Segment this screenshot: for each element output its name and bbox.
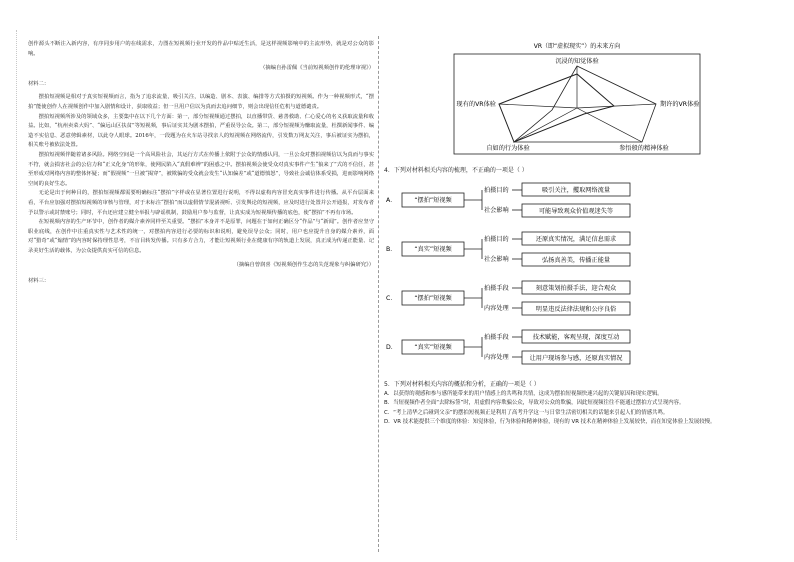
q4-option-letter: B． [386, 246, 397, 253]
q4-branch-2: 社会影响 [484, 256, 509, 263]
figure-axes [499, 66, 656, 142]
left-column [28, 40, 374, 287]
q4-result-2: 可能导致观众价值观迷失等 [538, 208, 614, 215]
label-right: 期许的VR体验 [660, 101, 700, 108]
q4-branch-1: 拍摄目的 [484, 187, 509, 194]
q4-result-1: 还原真实情况，满足信息需求 [535, 236, 617, 243]
q5-option-b[interactable]: B．当短视频作者全面“去除标签”时，用虚假内容欺骗公众，导致对公众的欺骗，因此短视频往往不能通过摆拍方式呈现内容。 [384, 400, 685, 407]
source-note-2: （摘编自曾润喜《短视频创作生态的失范现象与纠偏研究》） [233, 262, 374, 269]
q4-option-letter: A． [386, 197, 397, 204]
label-top: 沉浸的知觉体验 [555, 58, 599, 65]
q4-center-label: “摆拍”短视频 [414, 295, 452, 302]
q4-branch-2: 内容处理 [484, 305, 509, 312]
material-3-label: 材料三： [28, 278, 50, 285]
figure-title: VR（即“虚拟现实”）的未来方向 [533, 43, 621, 50]
question-4-options [384, 176, 770, 376]
q4-branch-2: 内容处理 [484, 354, 509, 361]
q4-result-2: 弘扬真善美，传播正能量 [541, 257, 611, 264]
current-vr-shape [499, 74, 614, 142]
q5-option-c[interactable]: C．“考上清华之后碰到父亲”的摆拍短视频正是利用了高考升学这一与日常生活密切相关的话题来引起人们的情感共鸣。 [384, 409, 669, 416]
vr-figure [384, 40, 770, 160]
paragraph-2: 摆拍短视频所涉及的领域众多，主要集中在以下几个方面：第一，部分短视频通过摆拍，以直播带货、慈善救助、仁心爱心的名义获取流量和收益。比如，“杭州卖菜大妈”、“偏远山区扶贫”等短视频，事后证实其为剧本摆拍，严重误导公众。第二，部分短视频为赚取流量，杜撰新闻事件、编造不实信息、恶意剪辑素材，以此夺人眼球。2016年，一段题为在火车站寻找亲人的短视频在网络流传，引发数万网友关注，事后被证实为摆拍，相关账号被依法处置。 [28, 113, 374, 149]
q4-result-1: 吸引关注，攫取网络流量 [541, 187, 611, 194]
q4-result-1: 刻意策划拍摄手法，迎合观众 [535, 285, 617, 292]
q4-branch-2: 社会影响 [484, 207, 509, 214]
q4-center-label: “真实”短视频 [414, 246, 452, 253]
q5-option-a[interactable]: A．以获得的观感和参与感所能带来的用户情感上的共鸣和共情，这成为摆拍短视频快速兴起的关键原因和现实逻辑。 [384, 391, 663, 397]
column-divider [378, 36, 379, 552]
paragraph-5: 在短视频内容的生产环节中，创作者的媒介素养同样至关重要。“摆拍”本身并不是原罪，问题在于如何正确区分“作品”与“新闻”。创作者应坚守职业底线，在创作中注重真实性与艺术性的统一，对摆拍内容进行必要的标识和说明，避免误导公众；同时，用户也应提升自身的媒介素养，面对“猎奇”或“煽情”的内容时保持理性思考，不盲目转发传播。只有多方合力，才能让短视频行业在健康有序的轨道上发展，真正成为传递正能量、记录美好生活的载体，为公众提供真实可信的信息。 [28, 219, 374, 254]
label-bottom-left: 自如的行为体验 [486, 145, 530, 152]
q4-center-label: “真实”短视频 [414, 344, 452, 351]
paragraph-3: 摆拍短视频伴随着诸多风险。网络空间是一个高风险社会，其运行方式在传播上依附于公众的情感认同，一旦公众对摆拍视频信以为真而与事实不符，就会损害社会的公信力和“正义化身”的形象，使网民陷入“真假难辨”的困惑之中。摆拍视频会使受众对真实事件产生“狼来了”式的不信任，甚至形成对网络内容的整体怀疑；而“假视频”一旦被“揭穿”，被欺骗的受众就会发生“认知偏差”或“道德愤怒”，导致社会诚信体系受损，进而影响网络空间的良好生态。 [28, 151, 374, 187]
paragraph-4: 无论是出于何种目的，摆拍短视频都需要明确标注“摆拍”字样或在显著位置进行说明，不得以虚构内容冒充真实事件进行传播。从平台层面来看，平台应加强对摆拍短视频的审核与管理，对于未标注“摆拍”而以虚假情节混淆视听、引发舆论的短视频，应及时进行处置并公开通报，对发布者予以警示或封禁账号；同时，平台还应建立健全举报与辟谣机制，鼓励用户参与监督，让真实成为短视频传播的底色，使“摆拍”不再有市场。 [28, 190, 374, 216]
source-note-1: （摘编自孙雷佩《当前短视频创作的伦理审视》） [260, 65, 374, 72]
q4-result-1: 技术赋能，客观呈现，深度互动 [532, 334, 620, 341]
question-4-stem: 4．下列对材料相关内容的梳理，不正确的一项是（ ） [384, 167, 528, 174]
q4-option-letter: C． [386, 295, 397, 302]
q4-branch-1: 拍摄手段 [484, 334, 509, 341]
q4-option-letter: D． [386, 344, 397, 351]
question-5-stem: 5．下列对材料相关内容的概括和分析，正确的一项是（ ） [384, 381, 540, 388]
label-bottom-right: 参悟般的精神体验 [619, 145, 669, 152]
q5-option-d[interactable]: D．VR 技术能提供三个维度的体验：知觉体验，行为体验和精神体验，现有的 VR 技术在精神体验上发展较快，而在知觉体验上发展较慢。 [384, 419, 716, 426]
intro-paragraph: 创作源头不断注入新内容，有序同步用户的在线需求，力图在短视频行业开发的作品中贴近生活，是这样视频影响中的主流形势，就是对公众的影响。 [28, 41, 374, 57]
binding-margin [6, 30, 17, 540]
q4-result-2: 明显违反法律法规和公序良俗 [535, 306, 617, 313]
material-2-label: 材料二： [28, 80, 50, 87]
q4-center-label: “摆拍”短视频 [414, 197, 452, 204]
paragraph-1: 摆拍短视频是相对于真实短视频而言，指为了追求流量，吸引关注，以编造、剧本、表演、编排等方式拍摄的短视频。作为一种视频形式，“摆拍”能使创作人在视频创作中加入剧情和设计，获取收益；但一旦用户信以为真而去追问细节，则会出现信任危机与道德谴责。 [28, 94, 374, 110]
label-left: 现有的VR体验 [456, 101, 496, 108]
option-diagrams [386, 183, 630, 364]
right-column [384, 40, 770, 428]
q4-result-2: 让用户现场参与感，还原真实情况 [529, 355, 623, 362]
q4-branch-1: 拍摄目的 [484, 236, 509, 243]
q4-branch-1: 拍摄手段 [484, 285, 509, 292]
